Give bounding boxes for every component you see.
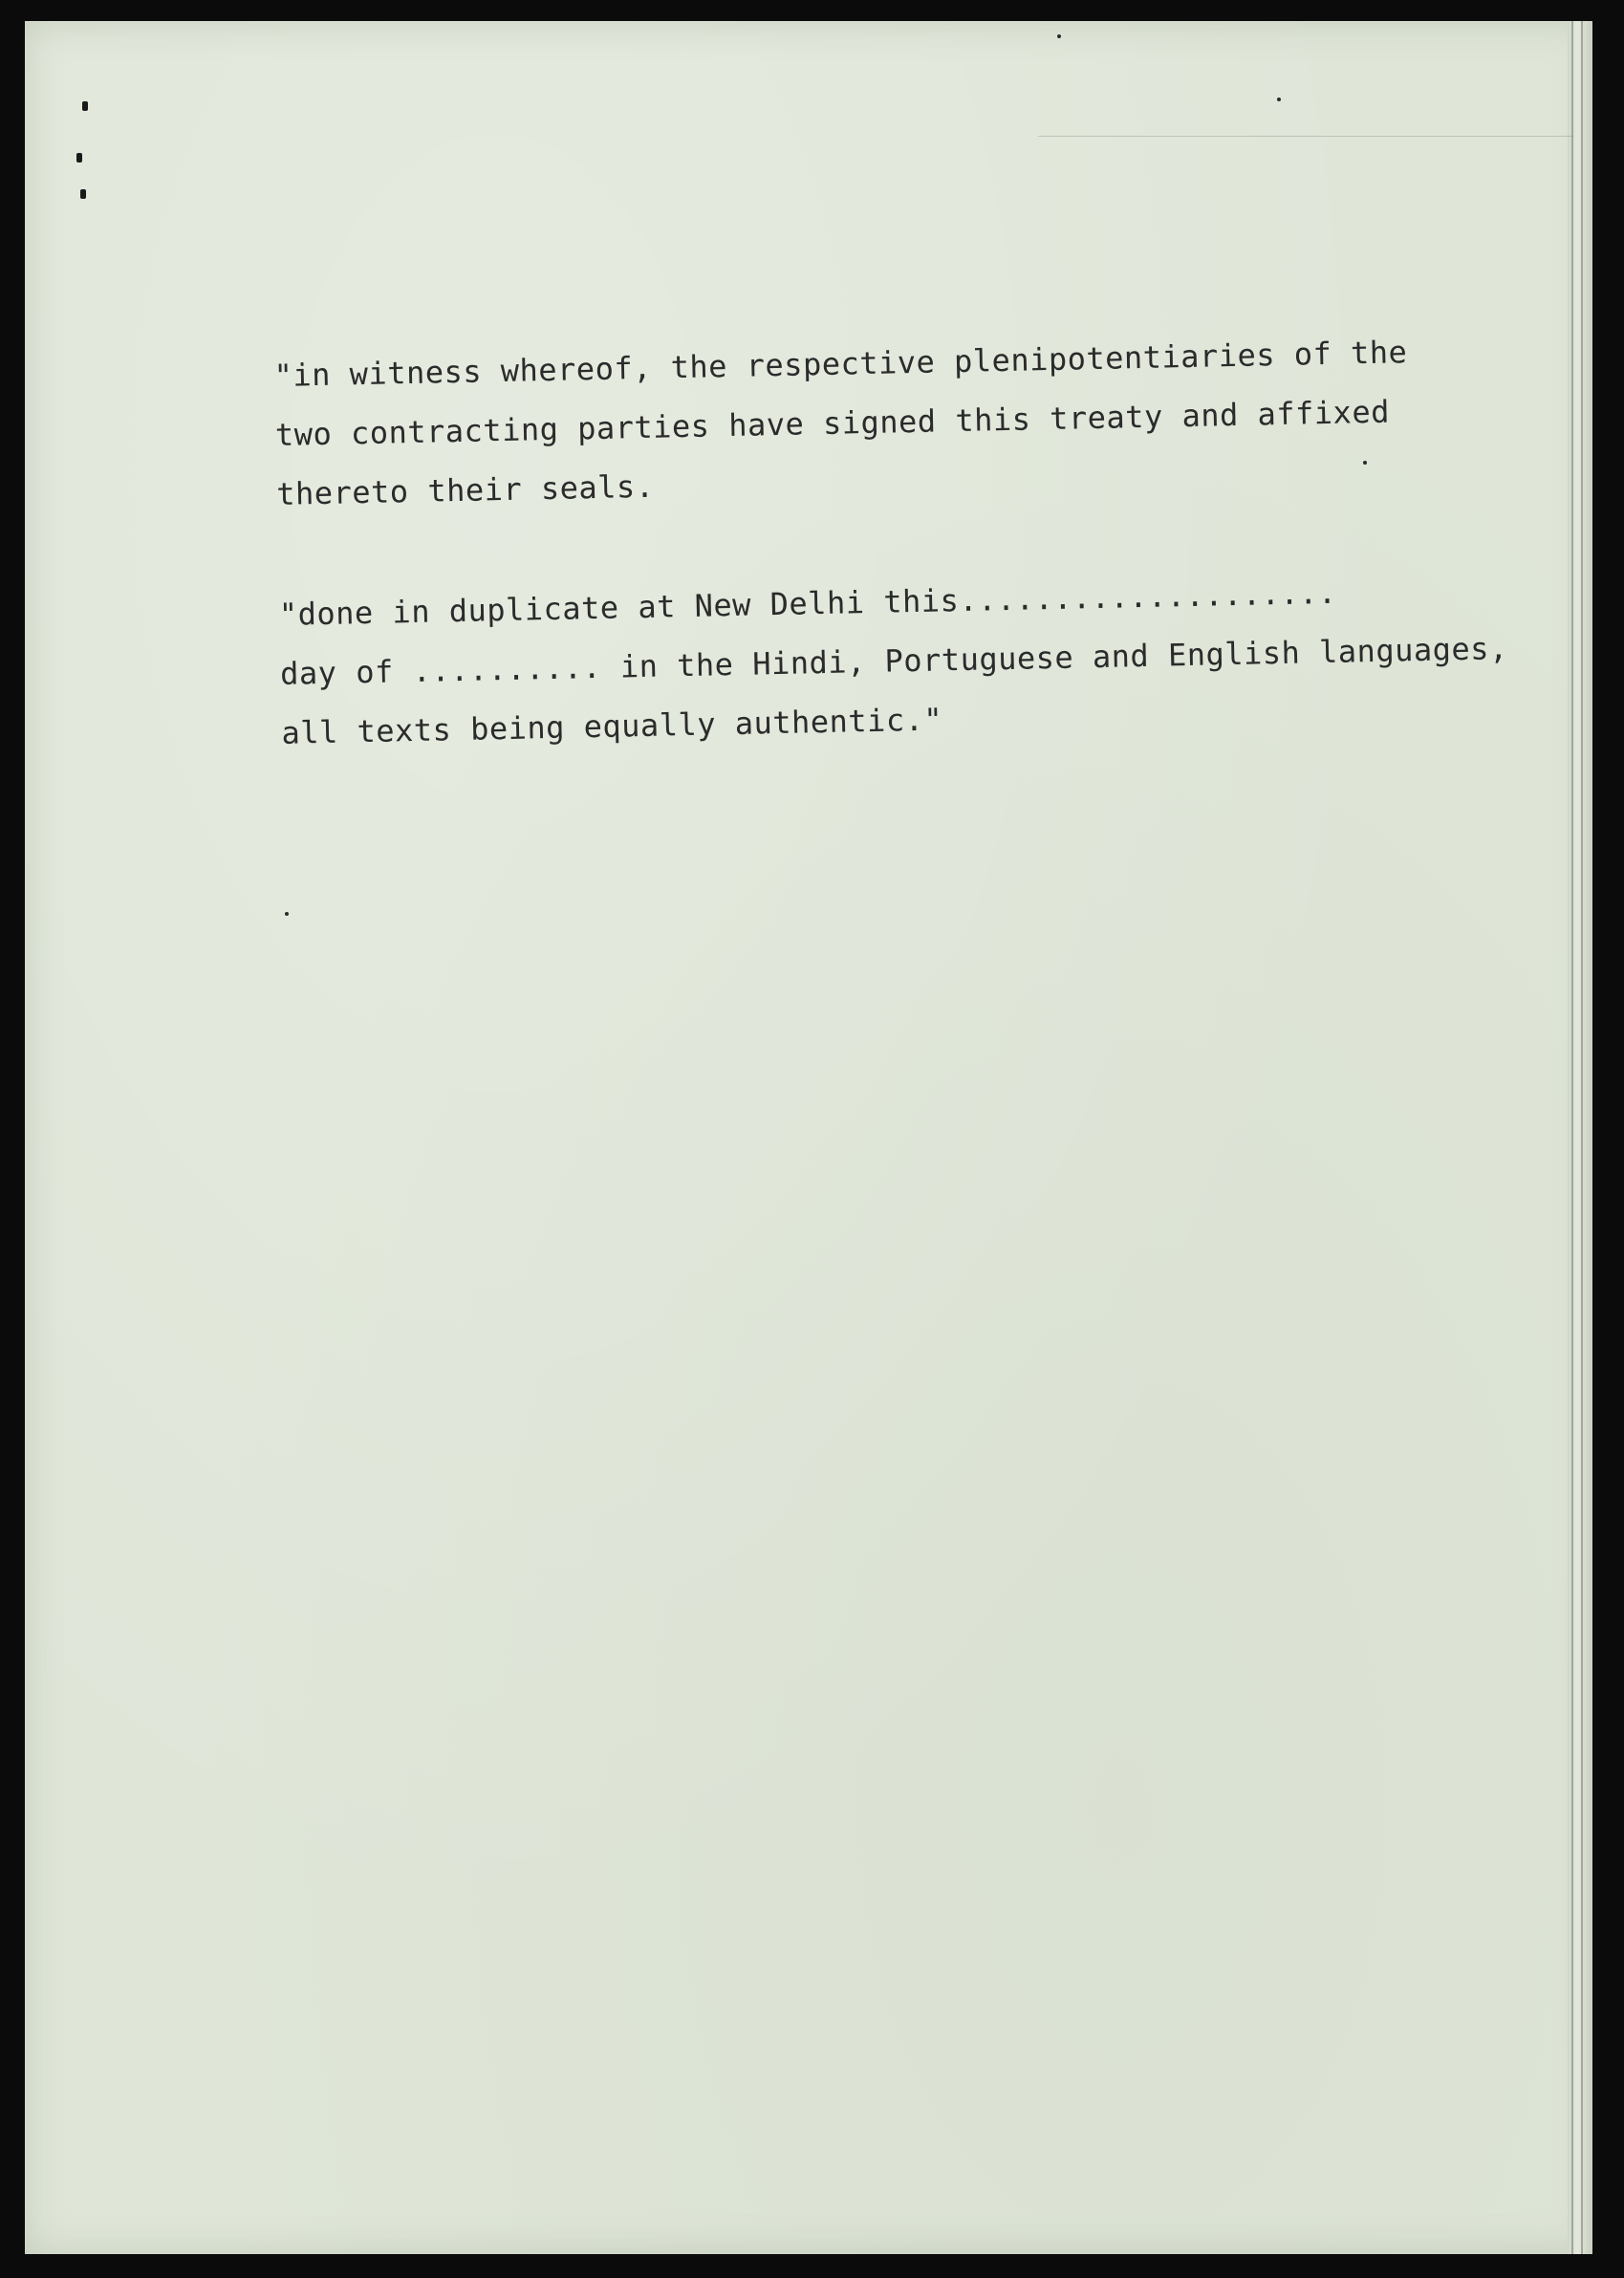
paragraph-done-in-duplicate	[278, 557, 1601, 763]
text-line: thereto their seals.	[275, 467, 655, 512]
text-line: "done in duplicate at New Delhi this....................	[278, 574, 1337, 633]
document-page	[25, 21, 1592, 2254]
paragraph-witness	[273, 318, 1596, 524]
text-line: "in witness whereof, the respective plenipotentiaries of the	[273, 334, 1408, 394]
text-line: two contracting parties have signed this treaty and affixed	[274, 393, 1391, 453]
typed-text-block	[273, 318, 1602, 824]
punch-mark	[80, 189, 86, 199]
text-line: day of .......... in the Hindi, Portuguese and English languages,	[279, 630, 1509, 692]
text-line: all texts being equally authentic."	[281, 701, 943, 751]
paper-speck	[1057, 34, 1061, 38]
paper-speck	[1277, 98, 1281, 101]
punch-mark	[82, 101, 88, 111]
fold-line	[1038, 136, 1573, 137]
paper-speck	[285, 912, 289, 916]
punch-mark	[76, 153, 82, 163]
